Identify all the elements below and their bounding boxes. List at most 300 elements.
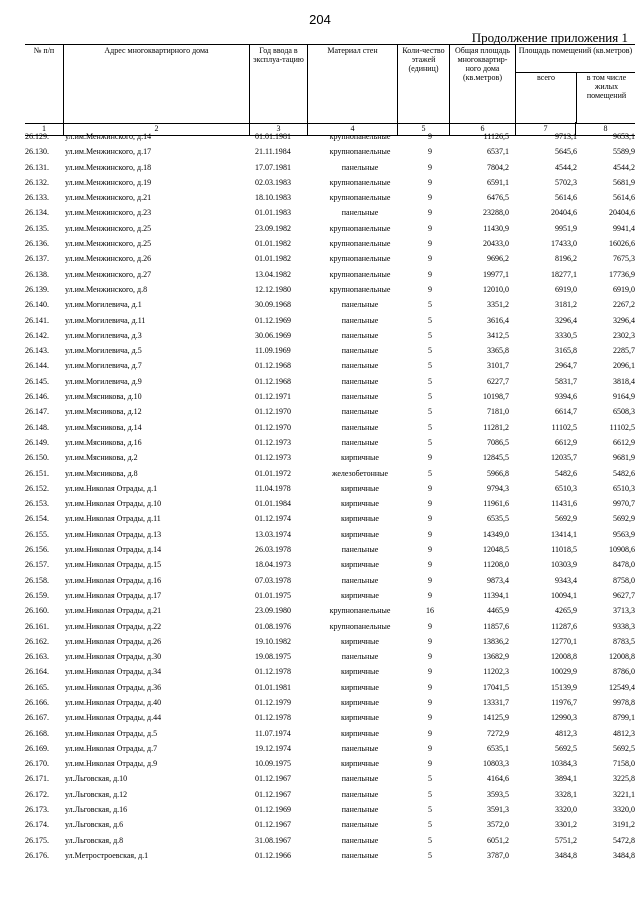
material-cell: панельные <box>341 774 379 784</box>
total-area-cell: 9794,3 <box>487 483 509 493</box>
address-cell: ул.им.Мясникова, д.16 <box>65 437 142 447</box>
premises-all-cell: 9394,6 <box>555 392 577 402</box>
floors-cell: 9 <box>428 667 432 677</box>
living-area-cell: 3320,0 <box>613 805 635 815</box>
material-cell: панельные <box>341 300 379 310</box>
material-cell: панельные <box>341 743 379 753</box>
living-area-cell: 9338,3 <box>613 621 635 631</box>
living-area-cell: 12549,4 <box>609 682 635 692</box>
year-cell: 30.06.1969 <box>255 330 291 340</box>
page-number: 204 <box>309 12 331 27</box>
premises-all-cell: 5482,6 <box>555 468 577 478</box>
total-area-cell: 11394,1 <box>483 590 509 600</box>
row-number: 26.170. <box>25 759 49 769</box>
material-cell: крупнопанельные <box>329 606 391 616</box>
floors-cell: 5 <box>428 392 432 402</box>
living-area-cell: 11102,5 <box>609 422 635 432</box>
address-cell: ул.им.Менжинского, д.23 <box>65 208 152 218</box>
living-area-cell: 4812,3 <box>613 728 635 738</box>
living-area-cell: 12008,8 <box>609 652 635 662</box>
row-number: 26.133. <box>25 193 49 203</box>
appendix-continuation-label: Продолжение приложения 1 <box>471 30 628 45</box>
living-area-cell: 7158,0 <box>613 759 635 769</box>
col-number: 6 <box>449 122 515 135</box>
floors-cell: 5 <box>428 300 432 310</box>
address-cell: ул.им.Менжинского, д.21 <box>65 193 152 203</box>
material-cell: крупнопанельные <box>329 147 391 157</box>
living-area-cell: 17736,9 <box>609 269 635 279</box>
living-area-cell: 3221,1 <box>613 789 635 799</box>
header-num: № п/п <box>33 46 55 55</box>
year-cell: 01.12.1974 <box>255 514 291 524</box>
address-cell: ул.им.Николая Отрады, д.10 <box>65 499 162 509</box>
premises-all-cell: 11431,6 <box>551 499 577 509</box>
total-area-cell: 6227,7 <box>487 376 509 386</box>
table-row <box>25 221 635 236</box>
row-number: 26.131. <box>25 162 49 172</box>
floors-cell: 5 <box>428 774 432 784</box>
premises-all-cell: 3328,1 <box>555 789 577 799</box>
total-area-cell: 6535,5 <box>487 514 509 524</box>
total-area-cell: 9873,4 <box>487 575 509 585</box>
premises-all-cell: 6919,0 <box>555 284 577 294</box>
floors-cell: 5 <box>428 330 432 340</box>
table-row <box>25 251 635 266</box>
total-area-cell: 19977,1 <box>483 269 509 279</box>
year-cell: 30.09.1968 <box>255 300 291 310</box>
table-row <box>25 481 635 496</box>
year-cell: 13.03.1974 <box>255 529 291 539</box>
table-row <box>25 313 635 328</box>
material-cell: кирпичные <box>341 529 379 539</box>
material-cell: панельные <box>341 789 379 799</box>
material-cell: кирпичные <box>341 590 379 600</box>
living-area-cell: 4544,2 <box>613 162 635 172</box>
material-cell: панельные <box>341 820 379 830</box>
floors-cell: 9 <box>428 545 432 555</box>
material-cell: кирпичные <box>341 682 379 692</box>
living-area-cell: 6919,0 <box>613 284 635 294</box>
premises-all-cell: 5692,9 <box>555 514 577 524</box>
table-body <box>25 129 635 863</box>
table-row <box>25 634 635 649</box>
year-cell: 23.09.1982 <box>255 223 291 233</box>
year-cell: 01.01.1981 <box>255 132 291 141</box>
material-cell: панельные <box>341 392 379 402</box>
address-cell: ул.им.Николая Отрады, д.26 <box>65 636 162 646</box>
floors-cell: 9 <box>428 697 432 707</box>
material-cell: панельные <box>341 437 379 447</box>
total-area-cell: 3593,5 <box>487 789 509 799</box>
year-cell: 01.12.1967 <box>255 774 291 784</box>
year-cell: 02.03.1983 <box>255 177 291 187</box>
year-cell: 01.12.1970 <box>255 407 291 417</box>
table-row <box>25 557 635 572</box>
row-number: 26.158. <box>25 575 49 585</box>
header-floors: Коли-чество этажей (единиц) <box>397 45 449 123</box>
address-cell: ул.им.Менжинского, д.25 <box>65 223 152 233</box>
premises-all-cell: 11018,5 <box>551 545 577 555</box>
total-area-cell: 12048,5 <box>483 545 509 555</box>
header-address: Адрес многоквартирного дома <box>63 45 249 123</box>
floors-cell: 5 <box>428 346 432 356</box>
year-cell: 21.11.1984 <box>255 147 291 157</box>
material-cell: панельные <box>341 376 379 386</box>
address-cell: ул.им.Могилевича, д.9 <box>65 376 142 386</box>
living-area-cell: 5472,8 <box>613 835 635 845</box>
row-number: 26.160. <box>25 606 49 616</box>
row-number: 26.154. <box>25 514 49 524</box>
address-cell: ул.им.Могилевича, д.11 <box>65 315 146 325</box>
floors-cell: 9 <box>428 193 432 203</box>
premises-all-cell: 10094,1 <box>551 590 577 600</box>
floors-cell: 9 <box>428 177 432 187</box>
row-number: 26.159. <box>25 590 49 600</box>
address-cell: ул.им.Николая Отрады, д.44 <box>65 713 162 723</box>
material-cell: кирпичные <box>341 453 379 463</box>
premises-all-cell: 17433,0 <box>551 239 577 249</box>
material-cell: кирпичные <box>341 728 379 738</box>
floors-cell: 5 <box>428 361 432 371</box>
total-area-cell: 10803,3 <box>483 759 509 769</box>
floors-cell: 9 <box>428 254 432 264</box>
premises-all-cell: 5692,5 <box>555 743 577 753</box>
living-area-cell: 3191,2 <box>613 820 635 830</box>
living-area-cell: 2267,2 <box>613 300 635 310</box>
year-cell: 13.04.1982 <box>255 269 291 279</box>
address-cell: ул.им.Мясникова, д.10 <box>65 392 142 402</box>
row-number: 26.144. <box>25 361 49 371</box>
living-area-cell: 9941,4 <box>613 223 635 233</box>
living-area-cell: 7675,3 <box>613 254 635 264</box>
living-area-cell: 3484,8 <box>613 850 635 860</box>
table-row <box>25 389 635 404</box>
year-cell: 10.09.1975 <box>255 759 291 769</box>
year-cell: 18.10.1983 <box>255 193 291 203</box>
row-number: 26.135. <box>25 223 49 233</box>
year-cell: 01.01.1981 <box>255 682 291 692</box>
material-cell: крупнопанельные <box>329 239 391 249</box>
address-cell: ул.им.Могилевича, д.5 <box>65 346 142 356</box>
floors-cell: 9 <box>428 590 432 600</box>
col-number: 7 <box>515 122 575 135</box>
row-number: 26.150. <box>25 453 49 463</box>
premises-all-cell: 3484,8 <box>555 850 577 860</box>
row-number: 26.146. <box>25 392 49 402</box>
address-cell: ул.им.Николая Отрады, д.11 <box>65 514 161 524</box>
floors-cell: 9 <box>428 728 432 738</box>
material-cell: кирпичные <box>341 514 379 524</box>
material-cell: панельные <box>341 361 379 371</box>
living-area-cell: 5614,6 <box>613 193 635 203</box>
floors-cell: 9 <box>428 453 432 463</box>
address-cell: ул.им.Менжинского, д.26 <box>65 254 152 264</box>
total-area-cell: 3365,8 <box>487 346 509 356</box>
floors-cell: 5 <box>428 422 432 432</box>
total-area-cell: 14349,0 <box>483 529 509 539</box>
total-area-cell: 12845,5 <box>483 453 509 463</box>
row-number: 26.153. <box>25 499 49 509</box>
material-cell: кирпичные <box>341 483 379 493</box>
row-number: 26.155. <box>25 529 49 539</box>
row-number: 26.132. <box>25 177 49 187</box>
floors-cell: 9 <box>428 713 432 723</box>
premises-all-cell: 6612,9 <box>555 437 577 447</box>
table-row <box>25 573 635 588</box>
year-cell: 01.12.1971 <box>255 392 291 402</box>
table-row <box>25 619 635 634</box>
table-row <box>25 160 635 175</box>
premises-all-cell: 8196,2 <box>555 254 577 264</box>
living-area-cell: 6612,9 <box>613 437 635 447</box>
header-material: Материал стен <box>307 45 397 123</box>
header-premises-group <box>515 45 635 123</box>
premises-all-cell: 5751,2 <box>555 835 577 845</box>
floors-cell: 9 <box>428 743 432 753</box>
table-row <box>25 190 635 205</box>
address-cell: ул.им.Менжинского, д.18 <box>65 162 152 172</box>
row-number: 26.149. <box>25 437 49 447</box>
living-area-cell: 8758,0 <box>613 575 635 585</box>
header-premises-area: Площадь помещений (кв.метров) <box>516 45 635 73</box>
row-number: 26.143. <box>25 346 49 356</box>
year-cell: 01.12.1973 <box>255 437 291 447</box>
floors-cell: 5 <box>428 376 432 386</box>
year-cell: 01.12.1978 <box>255 713 291 723</box>
address-cell: ул.им.Николая Отрады, д.9 <box>65 759 158 769</box>
material-cell: кирпичные <box>341 697 379 707</box>
table-row <box>25 144 635 159</box>
address-cell: ул.им.Николая Отрады, д.13 <box>65 529 162 539</box>
col-number: 2 <box>63 122 249 135</box>
material-cell: крупнопанельные <box>329 177 391 187</box>
living-area-cell: 20404,6 <box>609 208 635 218</box>
address-cell: ул.им.Могилевича, д.7 <box>65 361 142 371</box>
premises-all-cell: 4265,9 <box>555 606 577 616</box>
material-cell: крупнопанельные <box>329 269 391 279</box>
material-cell: крупнопанельные <box>329 284 391 294</box>
table-row <box>25 358 635 373</box>
premises-all-cell: 3301,2 <box>555 820 577 830</box>
table-row <box>25 511 635 526</box>
material-cell: панельные <box>341 575 379 585</box>
table-row <box>25 680 635 695</box>
material-cell: панельные <box>341 407 379 417</box>
floors-cell: 9 <box>428 499 432 509</box>
material-cell: крупнопанельные <box>329 254 391 264</box>
floors-cell: 9 <box>428 636 432 646</box>
row-number: 26.157. <box>25 560 49 570</box>
address-cell: ул.им.Николая Отрады, д.1 <box>65 483 158 493</box>
table-row <box>25 588 635 603</box>
table-header <box>25 44 635 124</box>
living-area-cell: 2096,1 <box>613 361 635 371</box>
total-area-cell: 3787,0 <box>487 850 509 860</box>
year-cell: 19.10.1982 <box>255 636 291 646</box>
floors-cell: 9 <box>428 621 432 631</box>
year-cell: 01.12.1978 <box>255 667 291 677</box>
total-area-cell: 4164,6 <box>487 774 509 784</box>
floors-cell: 9 <box>428 575 432 585</box>
total-area-cell: 11208,0 <box>483 560 509 570</box>
row-number: 26.129. <box>25 132 49 141</box>
address-cell: ул.им.Николая Отрады, д.5 <box>65 728 158 738</box>
table-row <box>25 282 635 297</box>
living-area-cell: 6508,3 <box>613 407 635 417</box>
total-area-cell: 5966,8 <box>487 468 509 478</box>
material-cell: железобетонные <box>331 468 389 478</box>
living-area-cell: 8478,0 <box>613 560 635 570</box>
table-row <box>25 527 635 542</box>
material-cell: крупнопанельные <box>329 193 391 203</box>
row-number: 26.167. <box>25 713 49 723</box>
material-cell: панельные <box>341 835 379 845</box>
living-area-cell: 8786,0 <box>613 667 635 677</box>
material-cell: крупнопанельные <box>329 132 391 141</box>
material-cell: кирпичные <box>341 713 379 723</box>
living-area-cell: 2285,7 <box>613 346 635 356</box>
living-area-cell: 3225,8 <box>613 774 635 784</box>
year-cell: 07.03.1978 <box>255 575 291 585</box>
premises-all-cell: 11102,5 <box>551 422 577 432</box>
address-cell: ул.им.Николая Отрады, д.14 <box>65 545 162 555</box>
total-area-cell: 6535,1 <box>487 743 509 753</box>
floors-cell: 16 <box>426 606 434 616</box>
premises-all-cell: 18277,1 <box>551 269 577 279</box>
table-row <box>25 466 635 481</box>
row-number: 26.161. <box>25 621 49 631</box>
premises-all-cell: 5702,3 <box>555 177 577 187</box>
address-cell: ул.им.Николая Отрады, д.40 <box>65 697 162 707</box>
year-cell: 01.12.1968 <box>255 361 291 371</box>
total-area-cell: 23288,0 <box>483 208 509 218</box>
material-cell: панельные <box>341 315 379 325</box>
table-row <box>25 496 635 511</box>
material-cell: кирпичные <box>341 759 379 769</box>
total-area-cell: 3351,2 <box>487 300 509 310</box>
header-total-area: Общая площадь многоквартир-ного дома (кв.метров) <box>449 45 515 123</box>
address-cell: ул.им.Могилевича, д.1 <box>65 300 142 310</box>
address-cell: ул.Льговская, д.6 <box>65 820 124 830</box>
floors-cell: 5 <box>428 820 432 830</box>
living-area-cell: 5692,9 <box>613 514 635 524</box>
total-area-cell: 20433,0 <box>483 239 509 249</box>
premises-all-cell: 11287,6 <box>551 621 577 631</box>
address-cell: ул.им.Менжинского, д.19 <box>65 177 152 187</box>
floors-cell: 5 <box>428 850 432 860</box>
row-number: 26.164. <box>25 667 49 677</box>
row-number: 26.176. <box>25 850 49 860</box>
row-number: 26.174. <box>25 820 49 830</box>
address-cell: ул.им.Николая Отрады, д.36 <box>65 682 162 692</box>
address-cell: ул.им.Николая Отрады, д.15 <box>65 560 162 570</box>
total-area-cell: 13682,9 <box>483 652 509 662</box>
row-number: 26.165. <box>25 682 49 692</box>
year-cell: 01.12.1968 <box>255 376 291 386</box>
premises-all-cell: 3181,2 <box>555 300 577 310</box>
table-row <box>25 756 635 771</box>
table-row <box>25 404 635 419</box>
address-cell: ул.им.Николая Отрады, д.16 <box>65 575 162 585</box>
row-number: 26.151. <box>25 468 49 478</box>
table-row <box>25 129 635 144</box>
living-area-cell: 8799,1 <box>613 713 635 723</box>
address-cell: ул.им.Николая Отрады, д.21 <box>65 606 162 616</box>
premises-all-cell: 10303,9 <box>551 560 577 570</box>
row-number: 26.169. <box>25 743 49 753</box>
total-area-cell: 6591,1 <box>487 177 509 187</box>
row-number: 26.171. <box>25 774 49 784</box>
year-cell: 11.04.1978 <box>255 483 291 493</box>
material-cell: кирпичные <box>341 499 379 509</box>
year-cell: 01.12.1967 <box>255 820 291 830</box>
floors-cell: 5 <box>428 468 432 478</box>
row-number: 26.148. <box>25 422 49 432</box>
year-cell: 31.08.1967 <box>255 835 291 845</box>
living-area-cell: 5681,9 <box>613 177 635 187</box>
floors-cell: 9 <box>428 483 432 493</box>
row-number: 26.152. <box>25 483 49 493</box>
floors-cell: 9 <box>428 759 432 769</box>
total-area-cell: 13331,7 <box>483 697 509 707</box>
address-cell: ул.им.Николая Отрады, д.22 <box>65 621 162 631</box>
premises-all-cell: 3330,5 <box>555 330 577 340</box>
year-cell: 01.12.1966 <box>255 850 291 860</box>
premises-all-cell: 4812,3 <box>555 728 577 738</box>
address-cell: ул.им.Менжинского, д.27 <box>65 269 152 279</box>
row-number: 26.138. <box>25 269 49 279</box>
address-cell: ул.им.Менжинского, д.8 <box>65 284 148 294</box>
total-area-cell: 3616,4 <box>487 315 509 325</box>
floors-cell: 9 <box>428 162 432 172</box>
total-area-cell: 11281,2 <box>483 422 509 432</box>
address-cell: ул.Метростроевская, д.1 <box>65 850 149 860</box>
table-row <box>25 741 635 756</box>
table-row <box>25 420 635 435</box>
premises-all-cell: 3165,8 <box>555 346 577 356</box>
row-number: 26.175. <box>25 835 49 845</box>
year-cell: 01.01.1983 <box>255 208 291 218</box>
year-cell: 01.12.1969 <box>255 805 291 815</box>
table-row <box>25 664 635 679</box>
premises-all-cell: 2964,7 <box>555 361 577 371</box>
year-cell: 19.12.1974 <box>255 743 291 753</box>
table-row <box>25 175 635 190</box>
address-cell: ул.им.Менжинского, д.25 <box>65 239 152 249</box>
floors-cell: 9 <box>428 529 432 539</box>
premises-all-cell: 3320,0 <box>555 805 577 815</box>
row-number: 26.134. <box>25 208 49 218</box>
row-number: 26.168. <box>25 728 49 738</box>
total-area-cell: 14125,9 <box>483 713 509 723</box>
living-area-cell: 2302,3 <box>613 330 635 340</box>
living-area-cell: 5692,5 <box>613 743 635 753</box>
total-area-cell: 4465,9 <box>487 606 509 616</box>
premises-all-cell: 5614,6 <box>555 193 577 203</box>
table-row <box>25 848 635 863</box>
address-cell: ул.им.Николая Отрады, д.34 <box>65 667 162 677</box>
floors-cell: 9 <box>428 223 432 233</box>
premises-all-cell: 9713,1 <box>555 132 577 141</box>
address-cell: ул.им.Менжинского, д.17 <box>65 147 152 157</box>
total-area-cell: 13836,2 <box>483 636 509 646</box>
floors-cell: 9 <box>428 269 432 279</box>
floors-cell: 5 <box>428 315 432 325</box>
year-cell: 23.09.1980 <box>255 606 291 616</box>
table-row <box>25 649 635 664</box>
premises-all-cell: 5831,7 <box>555 376 577 386</box>
material-cell: панельные <box>341 850 379 860</box>
